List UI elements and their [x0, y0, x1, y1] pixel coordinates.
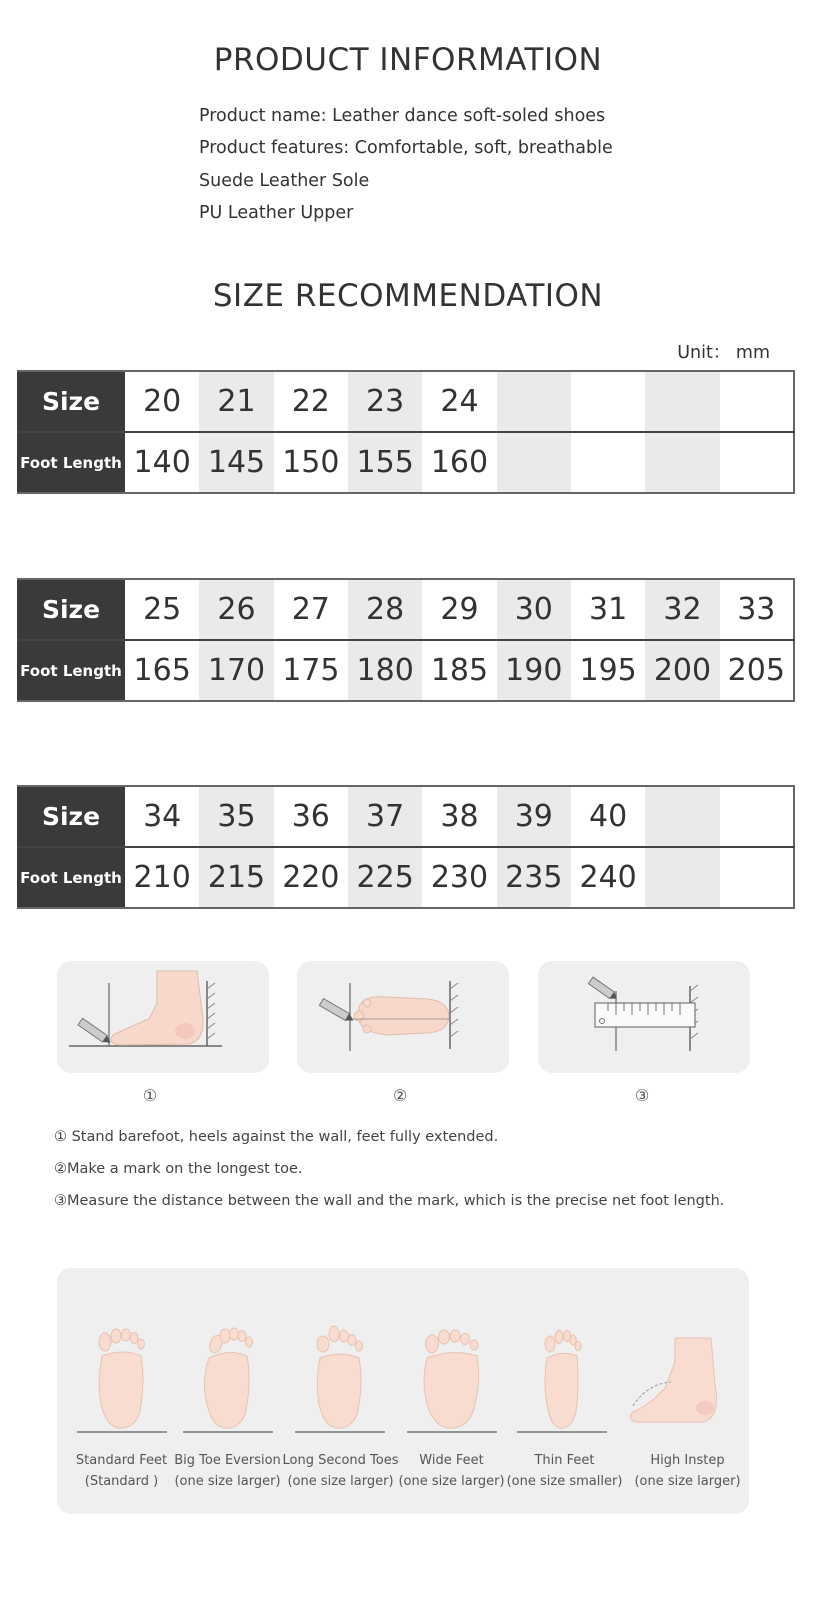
step-instruction-2: ②Make a mark on the longest toe.	[54, 1161, 303, 1177]
size-table-3	[17, 785, 795, 909]
step-marker-1: ①	[142, 1086, 158, 1105]
size-cell: 24	[422, 371, 496, 432]
length-cell	[497, 432, 571, 493]
length-row-header: Foot Length	[17, 432, 125, 493]
size-table-1	[17, 370, 795, 494]
length-cell: 145	[199, 432, 273, 493]
size-cell: 28	[348, 579, 422, 640]
length-cell: 210	[133, 860, 191, 895]
size-heading: SIZE RECOMMENDATION	[212, 278, 604, 314]
length-cell	[720, 847, 794, 908]
size-cell: 34	[125, 786, 199, 847]
length-cell	[645, 847, 719, 908]
length-cell: 215	[199, 847, 273, 908]
foot-type-name: Thin Feet	[534, 1453, 595, 1468]
standard-foot-icon	[77, 1322, 167, 1434]
thin-foot-icon	[517, 1322, 607, 1434]
foot-type-note: (one size larger)	[398, 1474, 505, 1489]
foot-type-thin	[502, 1450, 627, 1492]
big-toe-eversion-icon	[183, 1322, 273, 1434]
wide-foot-icon	[407, 1322, 497, 1434]
length-cell: 150	[282, 445, 340, 480]
step-instruction-1: ① Stand barefoot, heels against the wall, feet fully extended.	[54, 1129, 499, 1145]
ruler-measure-icon	[538, 961, 750, 1073]
length-cell: 190	[497, 640, 571, 701]
foot-type-big-toe	[165, 1450, 290, 1492]
size-cell	[497, 371, 571, 432]
product-name: Product name: Leather dance soft-soled shoes	[199, 106, 606, 126]
size-cell	[645, 786, 719, 847]
foot-type-name: Standard Feet	[75, 1453, 168, 1468]
foot-type-note: (Standard )	[84, 1474, 159, 1489]
size-cell: 30	[497, 579, 571, 640]
measure-step-3-illustration	[538, 961, 750, 1073]
foot-type-name: Big Toe Eversion	[174, 1453, 281, 1468]
product-info-heading: PRODUCT INFORMATION	[213, 42, 603, 78]
size-row-header: Size	[17, 371, 125, 432]
heel-against-wall-icon	[57, 961, 269, 1073]
length-cell: 240	[579, 860, 637, 895]
length-cell: 140	[133, 445, 191, 480]
length-cell	[645, 432, 719, 493]
foot-type-note: (one size larger)	[634, 1474, 741, 1489]
length-cell: 230	[430, 860, 489, 895]
size-row-header: Size	[17, 786, 125, 847]
step-marker-3: ③	[634, 1086, 650, 1105]
length-row-header: Foot Length	[17, 847, 125, 908]
size-cell: 25	[125, 579, 199, 640]
measure-step-1-illustration	[57, 961, 269, 1073]
length-cell: 235	[497, 847, 571, 908]
foot-type-name: High Instep	[650, 1453, 725, 1468]
foot-type-high-instep	[625, 1450, 750, 1492]
size-cell	[645, 371, 719, 432]
product-sole: Suede Leather Sole	[199, 171, 370, 191]
size-cell: 23	[348, 371, 422, 432]
foot-type-long-second	[278, 1450, 403, 1492]
size-cell	[720, 371, 794, 432]
foot-type-name: Wide Feet	[419, 1453, 484, 1468]
size-cell: 33	[720, 579, 794, 640]
size-cell: 26	[199, 579, 273, 640]
length-cell: 155	[348, 432, 422, 493]
size-cell	[571, 371, 645, 432]
length-cell: 220	[282, 860, 340, 895]
length-cell	[571, 432, 645, 493]
length-cell: 160	[430, 445, 489, 480]
length-cell: 200	[645, 640, 719, 701]
size-cell: 38	[422, 786, 496, 847]
size-cell: 37	[348, 786, 422, 847]
length-cell: 165	[133, 653, 191, 688]
foot-type-note: (one size larger)	[287, 1474, 394, 1489]
long-second-toe-icon	[295, 1322, 385, 1434]
length-cell: 225	[348, 847, 422, 908]
length-cell: 180	[348, 640, 422, 701]
step-instruction-3: ③Measure the distance between the wall and the mark, which is the precise net foot length.	[54, 1193, 725, 1209]
length-cell: 170	[199, 640, 273, 701]
unit-label: Unit： mm	[677, 343, 770, 363]
length-cell: 195	[579, 653, 637, 688]
size-cell: 21	[199, 371, 273, 432]
product-features: Product features: Comfortable, soft, breathable	[199, 138, 613, 158]
foot-type-note: (one size smaller)	[506, 1474, 623, 1489]
size-cell: 35	[199, 786, 273, 847]
length-cell: 185	[430, 653, 489, 688]
size-cell: 20	[125, 371, 199, 432]
size-row-header: Size	[17, 579, 125, 640]
size-cell: 31	[571, 579, 645, 640]
length-cell: 205	[727, 653, 785, 688]
size-cell: 29	[422, 579, 496, 640]
size-cell: 32	[645, 579, 719, 640]
product-upper: PU Leather Upper	[199, 203, 354, 223]
size-cell	[720, 786, 794, 847]
size-cell: 22	[274, 371, 348, 432]
foot-type-name: Long Second Toes	[282, 1453, 399, 1468]
size-cell: 39	[497, 786, 571, 847]
size-cell: 36	[274, 786, 348, 847]
size-cell: 40	[571, 786, 645, 847]
foot-types-panel	[57, 1268, 749, 1514]
foot-type-note: (one size larger)	[174, 1474, 281, 1489]
length-cell	[720, 432, 794, 493]
mark-toe-icon	[297, 961, 509, 1073]
size-table-2	[17, 578, 795, 702]
length-row-header: Foot Length	[17, 640, 125, 701]
length-cell: 175	[282, 653, 340, 688]
foot-type-wide	[389, 1450, 514, 1492]
size-cell: 27	[274, 579, 348, 640]
step-marker-2: ②	[392, 1086, 408, 1105]
measure-step-2-illustration	[297, 961, 509, 1073]
high-instep-icon	[627, 1322, 727, 1434]
